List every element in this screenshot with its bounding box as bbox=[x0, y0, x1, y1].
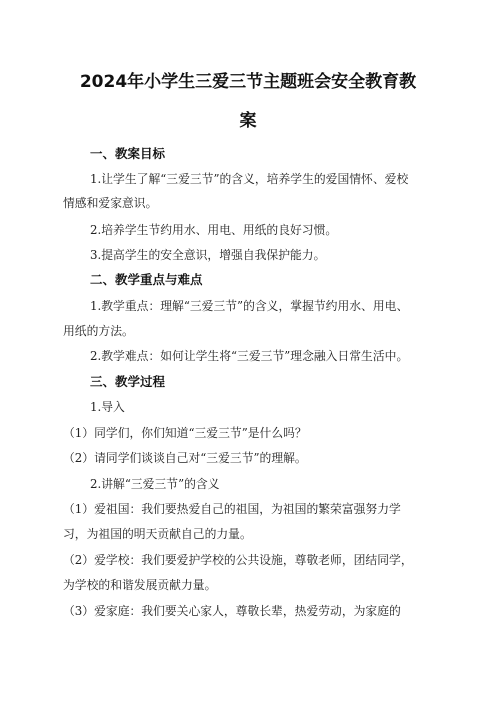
paragraph-line: 1.教学重点：理解“三爱三节”的含义，掌握节约用水、用电、 bbox=[90, 299, 409, 313]
section-heading-objectives: 一、教案目标 bbox=[90, 146, 166, 161]
paragraph-line: （2）请同学们谈谈自己对“三爱三节”的理解。 bbox=[63, 451, 307, 465]
section-heading-process: 三、教学过程 bbox=[90, 374, 166, 389]
paragraph-line: 1.让学生了解“三爱三节”的含义，培养学生的爱国情怀、爱校 bbox=[90, 172, 409, 186]
document-title-line-1: 2024年小学生三爱三节主题班会安全教育教 bbox=[79, 72, 417, 92]
paragraph-line: 为学校的和谐发展贡献力量。 bbox=[63, 578, 217, 592]
paragraph-line: （2）爱学校：我们要爱护学校的公共设施，尊敬老师，团结同学， bbox=[63, 553, 413, 567]
paragraph-line: 情感和爱家意识。 bbox=[63, 196, 158, 210]
paragraph-line: （3）爱家庭：我们要关心家人，尊敬长辈，热爱劳动，为家庭的 bbox=[63, 604, 401, 618]
paragraph-line: 习，为祖国的明天贡献自己的力量。 bbox=[63, 527, 252, 541]
paragraph-line: （1）同学们，你们知道“三爱三节”是什么吗？ bbox=[63, 426, 307, 440]
paragraph-line: 2.讲解“三爱三节”的含义 bbox=[90, 477, 220, 491]
paragraph-line: （1）爱祖国：我们要热爱自己的祖国，为祖国的繁荣富强努力学 bbox=[63, 502, 401, 516]
paragraph-line: 2.教学难点：如何让学生将“三爱三节”理念融入日常生活中。 bbox=[90, 349, 409, 363]
paragraph-line: 2.培养学生节约用水、用电、用纸的良好习惯。 bbox=[90, 223, 338, 237]
document-title-line-2: 案 bbox=[239, 111, 257, 131]
paragraph-line: 3.提高学生的安全意识，增强自我保护能力。 bbox=[90, 248, 326, 262]
paragraph-line: 1.导入 bbox=[90, 400, 125, 414]
paragraph-line: 用纸的方法。 bbox=[63, 324, 134, 338]
section-heading-key-points: 二、教学重点与难点 bbox=[90, 272, 203, 287]
